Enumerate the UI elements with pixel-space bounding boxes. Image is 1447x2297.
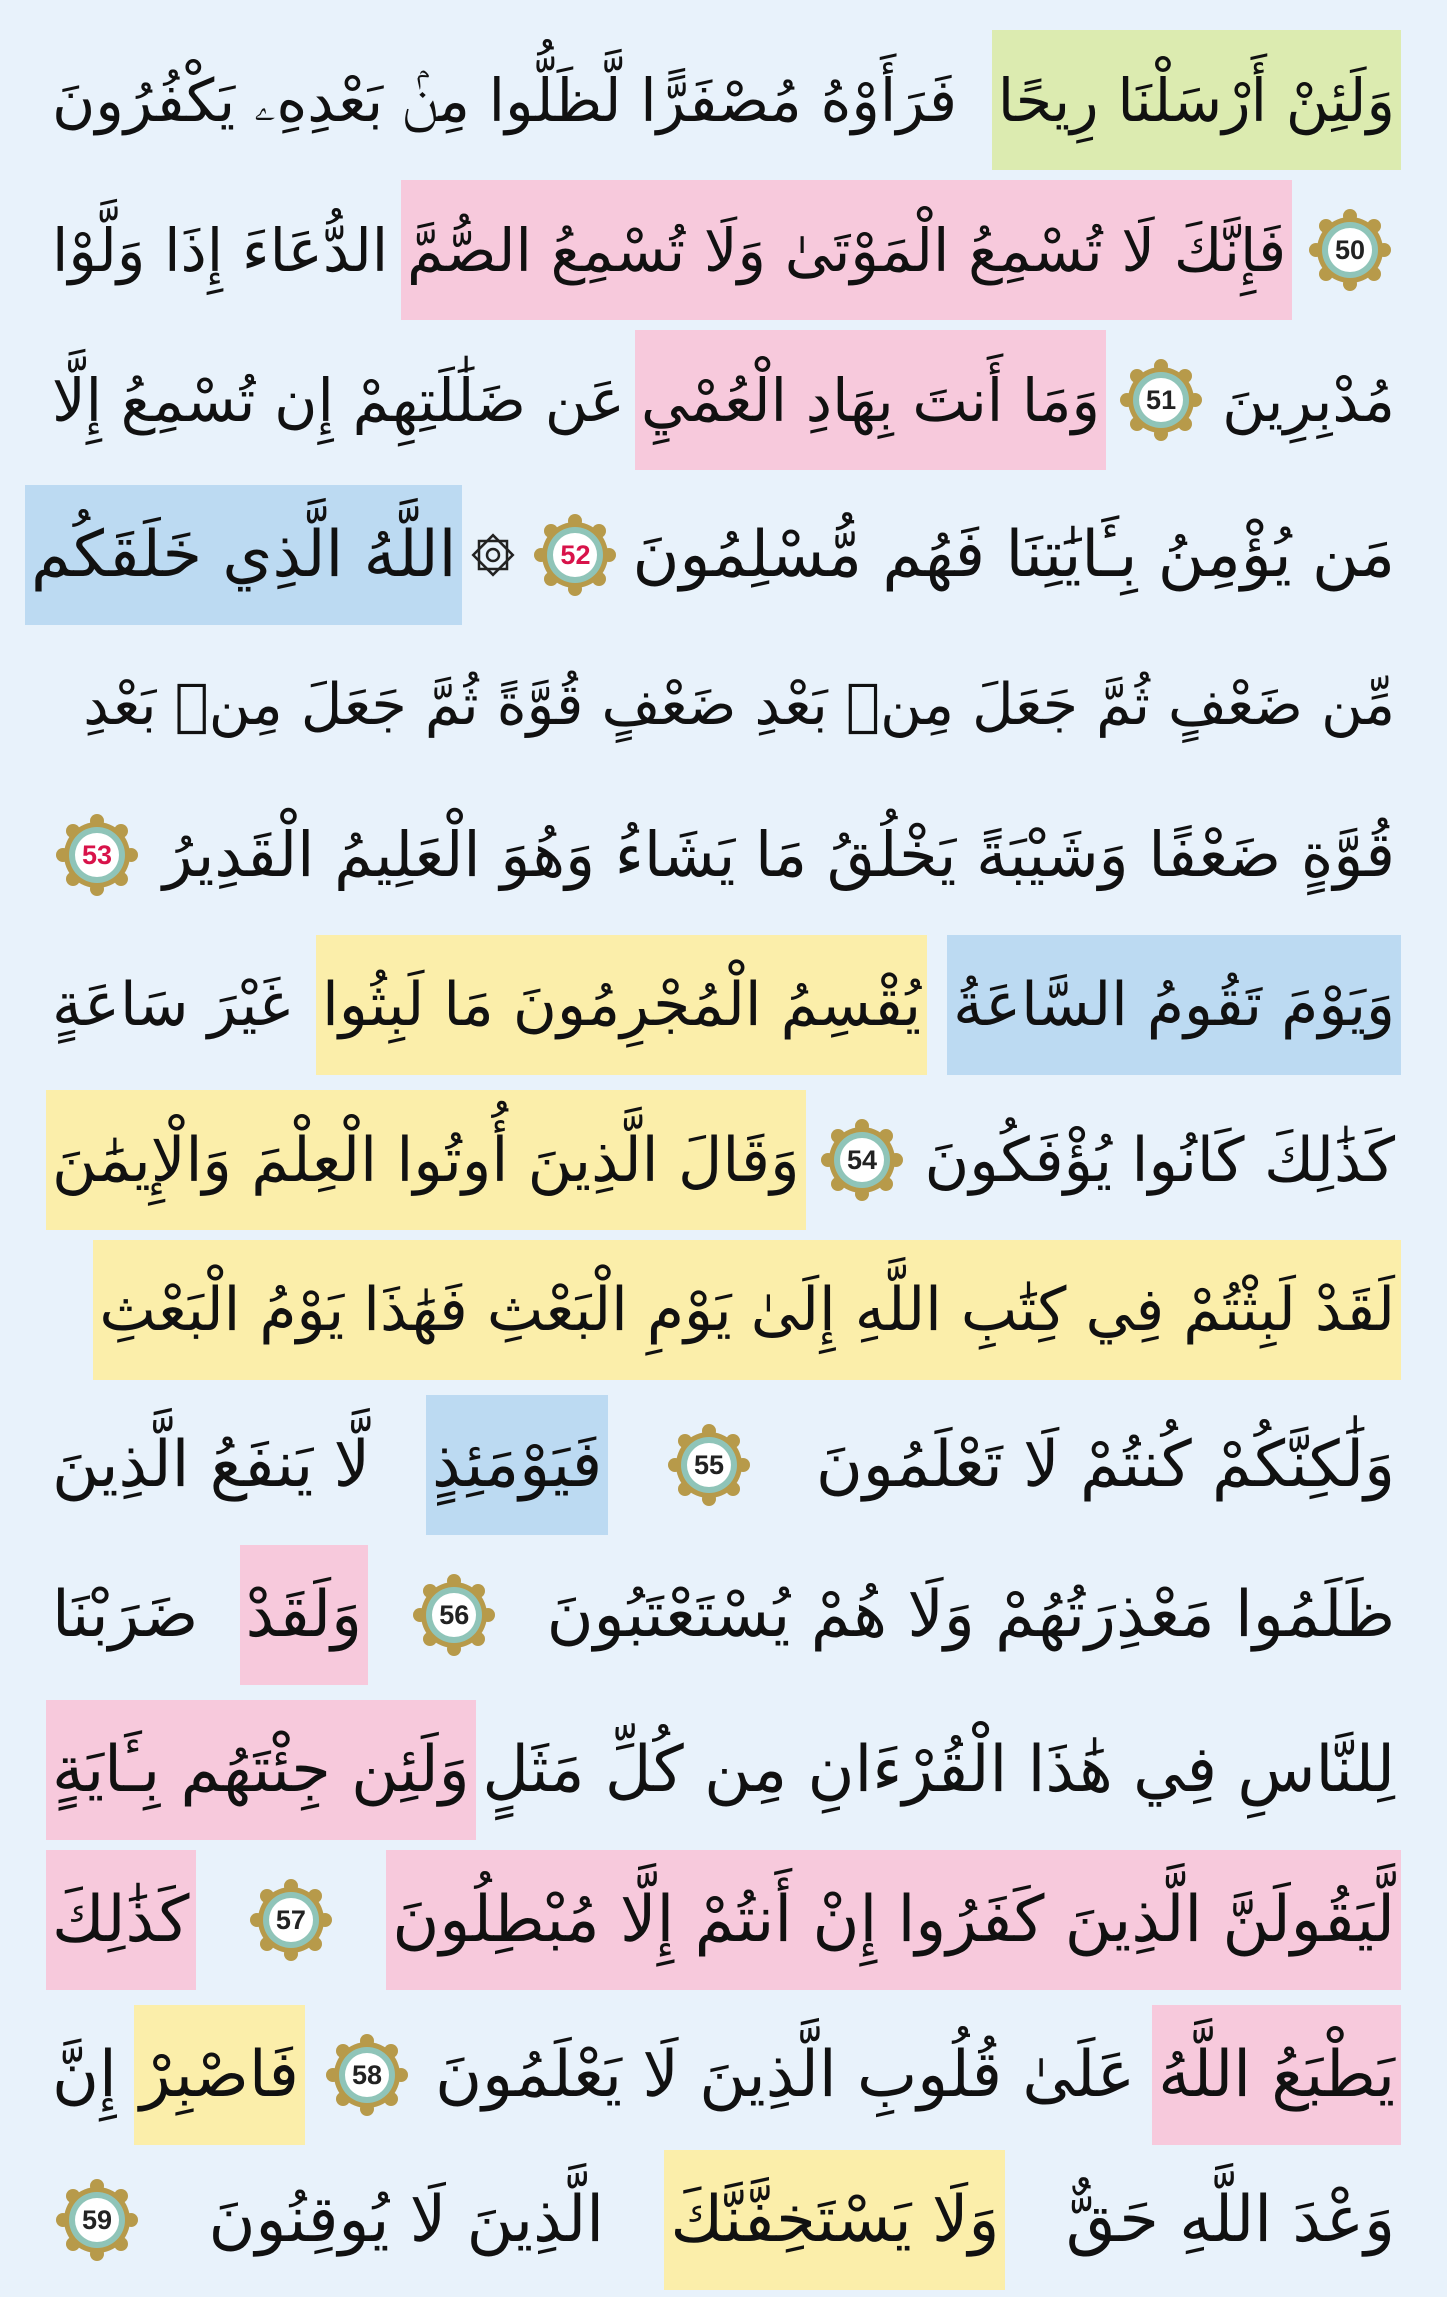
ayah-number: 54 <box>846 1144 878 1175</box>
ayah-marker-icon <box>1118 357 1204 443</box>
verse-text-run: لَقَدْ لَبِثْتُمْ فِي كِتَٰبِ اللَّهِ إِلَىٰ يَوْمِ الْبَعْثِ فَهَٰذَا يَوْمُ الْبَعْثِ <box>99 1275 1395 1345</box>
mushaf-line-4 <box>0 485 1447 625</box>
verse-text <box>1060 2150 1401 2290</box>
verse-text <box>203 2150 610 2290</box>
ayah-number: 57 <box>275 1904 306 1935</box>
verse-text <box>429 2005 1141 2145</box>
verse-text-run: فَإِنَّكَ لَا تُسْمِعُ الْمَوْتَىٰ وَلَا تُسْمِعُ الصُّمَّ <box>407 215 1287 285</box>
verse-text-run: وَلَئِنْ أَرْسَلْنَا رِيحًا <box>997 65 1395 135</box>
mushaf-line-1 <box>0 30 1447 170</box>
verse-text-run: يَطْبَعُ اللَّهُ <box>1158 2038 1395 2112</box>
ayah-number: 53 <box>81 839 113 870</box>
mushaf-line-5 <box>0 635 1447 775</box>
ayah-marker-icon <box>1307 207 1393 293</box>
ayah-number: 52 <box>560 539 591 570</box>
highlighted-verse-text <box>401 180 1292 320</box>
ayah-marker-icon <box>411 1572 497 1658</box>
verse-text <box>626 485 1401 625</box>
rub-el-hizb-icon <box>470 532 516 578</box>
verse-text-run: عَلَىٰ قُلُوبِ الَّذِينَ لَا يَعْلَمُونَ <box>435 2038 1136 2112</box>
verse-text-run: الدُّعَاءَ إِذَا وَلَّوْا <box>52 215 389 285</box>
highlighted-verse-text <box>93 1240 1401 1380</box>
ayah-number: 51 <box>1146 384 1177 415</box>
verse-text <box>46 1395 376 1535</box>
highlighted-verse-text <box>426 1395 608 1535</box>
highlighted-verse-text <box>664 2150 1005 2290</box>
verse-text-run: لَّيَقُولَنَّ الَّذِينَ كَفَرُوا إِنْ أَنتُمْ إِلَّا مُبْطِلُونَ <box>392 1883 1395 1957</box>
verse-text <box>46 30 963 170</box>
verse-text-run: يُقْسِمُ الْمُجْرِمُونَ مَا لَبِثُوا <box>322 970 922 1040</box>
mushaf-line-8 <box>0 1090 1447 1230</box>
verse-text-run: فَيَوْمَئِذٍ <box>432 1428 603 1502</box>
verse-text-run: وَلَقَدْ <box>245 1578 362 1652</box>
ayah-marker-icon <box>532 512 618 598</box>
verse-text-run: عَن ضَلَٰلَتِهِمْ إِن تُسْمِعُ إِلَّا <box>52 365 625 435</box>
verse-text-run: مِّن ضَعْفٍ ثُمَّ جَعَلَ مِنۢ بَعْدِ ضَعْفٍ قُوَّةً ثُمَّ جَعَلَ مِنۢ بَعْدِ <box>83 671 1395 738</box>
highlighted-verse-text <box>1152 2005 1401 2145</box>
highlighted-verse-text <box>386 1850 1401 1990</box>
highlighted-verse-text <box>316 935 927 1075</box>
verse-text-run: إِنَّ <box>52 2038 117 2112</box>
verse-text-run: وَعْدَ اللَّهِ حَقٌّ <box>1065 2183 1395 2257</box>
ayah-number: 55 <box>693 1449 725 1480</box>
highlighted-verse-text <box>240 1545 368 1685</box>
highlighted-verse-text <box>46 1700 476 1840</box>
mushaf-line-6 <box>0 785 1447 925</box>
highlighted-verse-text <box>25 485 463 625</box>
ayah-marker-icon <box>54 812 140 898</box>
verse-text-run: الَّذِينَ لَا يُوقِنُونَ <box>208 2183 604 2257</box>
verse-text <box>46 1545 204 1685</box>
verse-text <box>46 180 394 320</box>
verse-text-run: فَرَأَوْهُ مُصْفَرًّا لَّظَلُّوا مِنۢ بَعْدِهِۦ يَكْفُرُونَ <box>52 65 958 135</box>
verse-text-run: ظَلَمُوا مَعْذِرَتُهُمْ وَلَا هُمْ يُسْتَعْتَبُونَ <box>546 1578 1395 1652</box>
verse-text <box>810 1395 1401 1535</box>
verse-text-run: وَلَئِن جِئْتَهُم بِـَٔايَةٍ <box>52 1733 470 1807</box>
verse-text-run: وَلَا يَسْتَخِفَّنَّكَ <box>670 2183 1000 2257</box>
verse-text-run: كَذَٰلِكَ كَانُوا يُؤْفَكُونَ <box>924 1124 1395 1196</box>
mushaf-line-9 <box>0 1240 1447 1380</box>
ayah-marker-icon <box>666 1422 752 1508</box>
verse-text-run: لِلنَّاسِ فِي هَٰذَا الْقُرْءَانِ مِن كُلِّ مَثَلٍ <box>482 1733 1395 1807</box>
highlighted-verse-text <box>992 30 1401 170</box>
highlighted-verse-text <box>134 2005 305 2145</box>
verse-text-run: غَيْرَ سَاعَةٍ <box>52 970 291 1040</box>
mushaf-line-13 <box>0 1850 1447 1990</box>
verse-text <box>476 1700 1401 1840</box>
highlighted-verse-text <box>947 935 1401 1075</box>
verse-text <box>46 935 296 1075</box>
highlighted-verse-text <box>46 1090 806 1230</box>
mushaf-line-14 <box>0 2005 1447 2145</box>
highlighted-verse-text <box>635 330 1106 470</box>
verse-text-run: وَلَٰكِنَّكُمْ كُنتُمْ لَا تَعْلَمُونَ <box>815 1428 1395 1502</box>
mushaf-line-12 <box>0 1700 1447 1840</box>
verse-text-run: اللَّهُ الَّذِي خَلَقَكُم <box>30 518 457 592</box>
ayah-number: 50 <box>1334 234 1366 265</box>
ayah-marker-icon <box>54 2177 140 2263</box>
highlighted-verse-text <box>46 1850 196 1990</box>
ayah-number: 56 <box>439 1599 470 1630</box>
verse-text-run: مَن يُؤْمِنُ بِـَٔايَٰتِنَا فَهُم مُّسْلِمُونَ <box>632 518 1395 592</box>
verse-text <box>1216 330 1401 470</box>
verse-text <box>46 2005 123 2145</box>
verse-text-run: وَقَالَ الَّذِينَ أُوتُوا الْعِلْمَ وَالْإِيمَٰنَ <box>52 1124 800 1196</box>
verse-text <box>157 785 1401 925</box>
ayah-number: 58 <box>351 2059 383 2090</box>
verse-text <box>77 635 1401 775</box>
verse-text-run: وَمَا أَنتَ بِهَادِ الْعُمْيِ <box>640 365 1101 435</box>
ayah-marker-icon <box>324 2032 410 2118</box>
mushaf-line-3 <box>0 330 1447 470</box>
mushaf-line-15 <box>0 2150 1447 2290</box>
ayah-marker-icon <box>248 1877 334 1963</box>
verse-text <box>541 1545 1401 1685</box>
verse-text-run: قُوَّةٍ ضَعْفًا وَشَيْبَةً يَخْلُقُ مَا يَشَاءُ وَهُوَ الْعَلِيمُ الْقَدِيرُ <box>162 818 1395 891</box>
ayah-marker-icon <box>819 1117 905 1203</box>
verse-text-run: كَذَٰلِكَ <box>52 1883 190 1957</box>
verse-text-run: لَّا يَنفَعُ الَّذِينَ <box>52 1428 371 1502</box>
ayah-number: 59 <box>82 2204 113 2235</box>
verse-text <box>46 330 631 470</box>
verse-text-run: ضَرَبْنَا <box>52 1578 199 1652</box>
verse-text-run: مُدْبِرِينَ <box>1222 365 1395 435</box>
mushaf-line-10 <box>0 1395 1447 1535</box>
verse-text-run: فَاصْبِرْ <box>139 2038 299 2112</box>
mushaf-line-2 <box>0 180 1447 320</box>
verse-text-run: وَيَوْمَ تَقُومُ السَّاعَةُ <box>953 970 1395 1040</box>
verse-text <box>918 1090 1401 1230</box>
mushaf-line-11 <box>0 1545 1447 1685</box>
mushaf-line-7 <box>0 935 1447 1075</box>
